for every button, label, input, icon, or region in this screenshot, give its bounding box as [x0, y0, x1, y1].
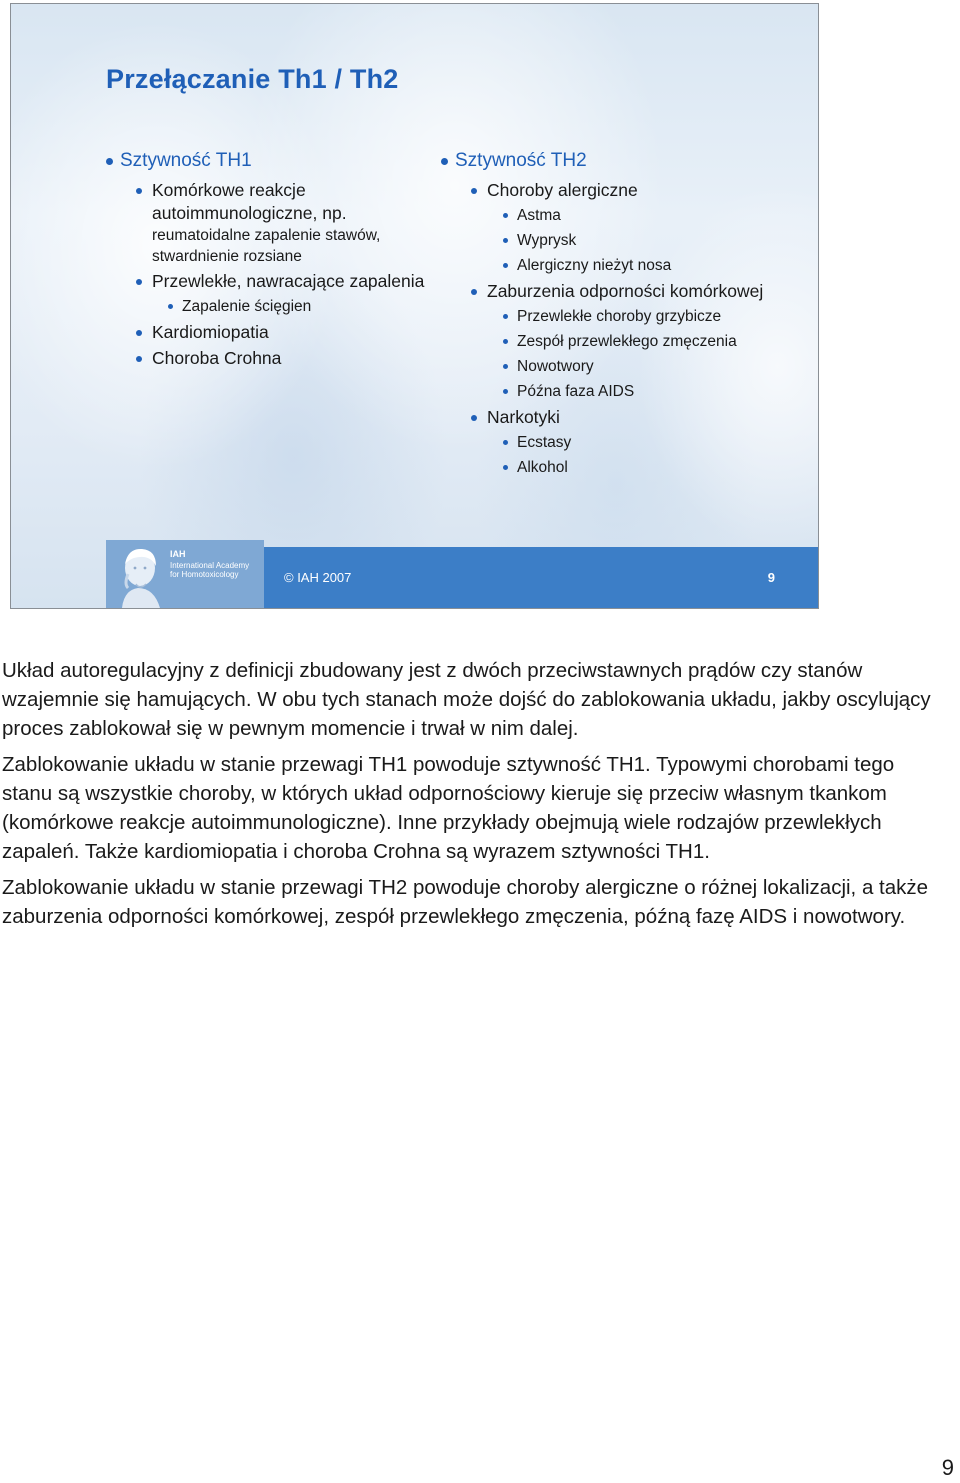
sub-list-item: Zapalenie ścięgien — [168, 296, 436, 317]
slide-footer — [264, 547, 818, 608]
list-item-label: Komórkowe reakcje autoimmunologiczne, np. — [152, 180, 347, 223]
logo-line: for Homotoxicology — [170, 570, 239, 579]
logo-line: International Academy — [170, 560, 250, 570]
slide-number: 9 — [767, 570, 775, 585]
sub-list-item: Przewlekłe choroby grzybicze — [503, 306, 811, 327]
sub-list-item: Alergiczny nieżyt nosa — [503, 255, 811, 276]
hahnemann-portrait-icon — [114, 544, 164, 608]
th1-heading: Sztywność TH1 — [106, 149, 436, 173]
list-item — [136, 179, 436, 267]
slide-title: Przełączanie Th1 / Th2 — [106, 64, 399, 94]
notes — [2, 656, 942, 938]
sub-list-item: Zespół przewlekłego zmęczenia — [503, 331, 811, 352]
notes-paragraph: Układ autoregulacyjny z definicji zbudowany jest z dwóch przeciwstawnych prądów czy stanów wzajemnie się hamujących. W obu tych stanach może dojść do zablokowania układu, jakby oscylujący proces zablokował się w pewnym momencie i trwał w nim dalej. — [2, 659, 931, 740]
list-item: Choroby alergiczne — [471, 179, 811, 202]
list-item: Kardiomiopatia — [136, 321, 436, 344]
slide — [10, 3, 819, 609]
notes-paragraph: Zablokowanie układu w stanie przewagi TH2 powoduje choroby alergiczne o różnej lokalizacji, a także zaburzenia odporności komórkowej, zespół przewlekłego zmęczenia, późną fazę AIDS i nowotwory. — [2, 876, 929, 928]
copyright: © IAH 2007 — [284, 570, 352, 585]
sub-list-item: Nowotwory — [503, 356, 811, 377]
th1-column — [106, 149, 436, 373]
list-item: Przewlekłe, nawracające zapalenia — [136, 270, 436, 293]
notes-paragraph: Zablokowanie układu w stanie przewagi TH1 powoduje sztywność TH1. Typowymi chorobami tego stanu są wszystkie choroby, w których układ odpornościowy kieruje się przeciw własnym tkankom (komórkowe reakcje autoimmunologiczne). Inne przykłady obejmują wiele rodzajów przewlekłych zapaleń. Także kardiomiopatia i choroba Crohna są wyrazem sztywności TH1. — [2, 753, 895, 863]
th2-heading: Sztywność TH2 — [441, 149, 811, 173]
logo-abbr: IAH — [170, 549, 186, 559]
sub-list-item: Astma — [503, 205, 811, 226]
th2-column — [441, 149, 811, 482]
sub-list-item: Alkohol — [503, 457, 811, 478]
sub-list-item: Późna faza AIDS — [503, 381, 811, 402]
sub-list-item: Wyprysk — [503, 230, 811, 251]
list-item: Zaburzenia odporności komórkowej — [471, 280, 811, 303]
list-item-detail: reumatoidalne zapalenie stawów, stwardnienie rozsiane — [152, 227, 381, 265]
list-item: Choroba Crohna — [136, 347, 436, 370]
page-number: 9 — [941, 1455, 954, 1480]
iah-logo — [106, 540, 264, 608]
list-item: Narkotyki — [471, 406, 811, 429]
logo-text — [170, 550, 249, 580]
sub-list-item: Ecstasy — [503, 432, 811, 453]
